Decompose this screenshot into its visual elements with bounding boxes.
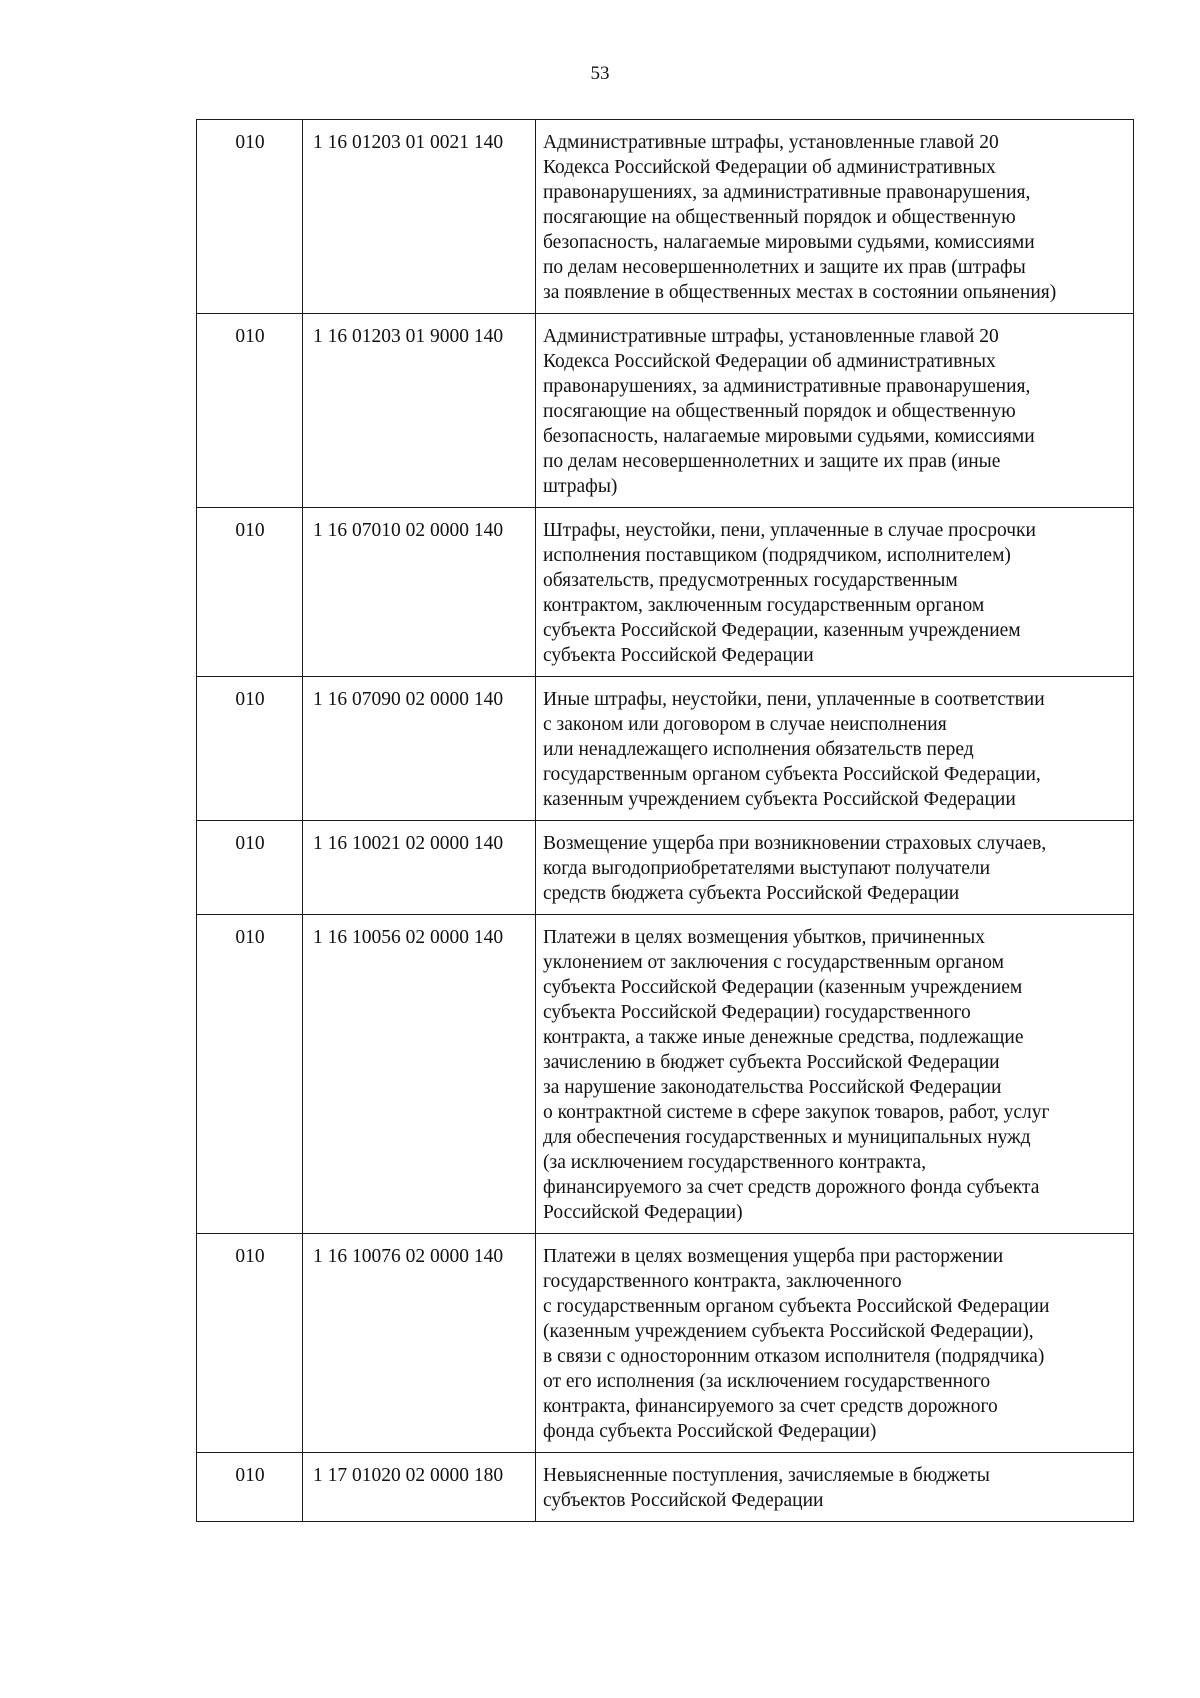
description-line: казенным учреждением субъекта Российской Федерации: [543, 789, 1016, 810]
table-row: [197, 508, 1134, 677]
description-line: Возмещение ущерба при возникновении страховых случаев,: [543, 833, 1047, 854]
admin-code-cell: 010: [197, 120, 303, 314]
description-line: когда выгодоприобретателями выступают получатели: [543, 858, 991, 879]
revenue-description-cell: [536, 915, 1134, 1234]
budget-code-cell: 1 16 01203 01 9000 140: [303, 314, 536, 508]
description-line: государственного контракта, заключенного: [543, 1271, 902, 1292]
admin-code-cell: 010: [197, 821, 303, 915]
description-line: в связи с односторонним отказом исполнителя (подрядчика): [543, 1346, 1045, 1367]
table-body: [197, 120, 1134, 1522]
description-line: финансируемого за счет средств дорожного фонда субъекта: [543, 1177, 1040, 1198]
description-line: правонарушениях, за административные правонарушения,: [543, 182, 1031, 203]
admin-code-cell: 010: [197, 677, 303, 821]
description-line: субъекта Российской Федерации: [543, 645, 814, 666]
table-row: [197, 1234, 1134, 1453]
description-line: о контрактной системе в сфере закупок товаров, работ, услуг: [543, 1102, 1050, 1123]
revenue-description-cell: [536, 1453, 1134, 1522]
budget-code-cell: 1 16 10076 02 0000 140: [303, 1234, 536, 1453]
description-line: Административные штрафы, установленные главой 20: [543, 326, 999, 347]
description-line: уклонением от заключения с государственным органом: [543, 952, 1004, 973]
description-line: Административные штрафы, установленные главой 20: [543, 132, 999, 153]
revenue-description-cell: [536, 508, 1134, 677]
description-line: исполнения поставщиком (подрядчиком, исполнителем): [543, 545, 1011, 566]
table-row: [197, 677, 1134, 821]
description-line: с государственным органом субъекта Российской Федерации: [543, 1296, 1050, 1317]
description-line: с законом или договором в случае неисполнения: [543, 714, 947, 735]
table-row: [197, 120, 1134, 314]
table-row: [197, 1453, 1134, 1522]
description-line: Штрафы, неустойки, пени, уплаченные в случае просрочки: [543, 520, 1036, 541]
description-line: безопасность, налагаемые мировыми судьями, комиссиями: [543, 232, 1035, 253]
description-line: фонда субъекта Российской Федерации): [543, 1421, 877, 1442]
description-line: по делам несовершеннолетних и защите их прав (иные: [543, 451, 1001, 472]
description-line: контрактом, заключенным государственным органом: [543, 595, 985, 616]
budget-code-cell: 1 17 01020 02 0000 180: [303, 1453, 536, 1522]
description-line: контракта, а также иные денежные средства, подлежащие: [543, 1027, 1024, 1048]
admin-code-cell: 010: [197, 508, 303, 677]
description-line: субъекта Российской Федерации (казенным учреждением: [543, 977, 1023, 998]
description-line: субъектов Российской Федерации: [543, 1490, 824, 1511]
description-line: Платежи в целях возмещения ущерба при расторжении: [543, 1246, 1004, 1267]
description-line: или ненадлежащего исполнения обязательств перед: [543, 739, 974, 760]
admin-code-cell: 010: [197, 1453, 303, 1522]
description-line: (за исключением государственного контракта,: [543, 1152, 927, 1173]
description-line: безопасность, налагаемые мировыми судьями, комиссиями: [543, 426, 1035, 447]
budget-code-cell: 1 16 10021 02 0000 140: [303, 821, 536, 915]
revenue-description-cell: [536, 677, 1134, 821]
budget-code-table-container: [196, 119, 1133, 1522]
revenue-description-cell: [536, 1234, 1134, 1453]
description-line: от его исполнения (за исключением государственного: [543, 1371, 991, 1392]
description-line: штрафы): [543, 476, 618, 497]
revenue-description-cell: [536, 120, 1134, 314]
description-line: Кодекса Российской Федерации об административных: [543, 351, 996, 372]
description-line: Российской Федерации): [543, 1202, 743, 1223]
description-line: Кодекса Российской Федерации об административных: [543, 157, 996, 178]
budget-code-cell: 1 16 01203 01 0021 140: [303, 120, 536, 314]
table-row: [197, 821, 1134, 915]
revenue-description-cell: [536, 821, 1134, 915]
description-line: за нарушение законодательства Российской Федерации: [543, 1077, 1002, 1098]
description-line: субъекта Российской Федерации) государственного: [543, 1002, 971, 1023]
description-line: (казенным учреждением субъекта Российской Федерации),: [543, 1321, 1034, 1342]
description-line: для обеспечения государственных и муниципальных нужд: [543, 1127, 1031, 1148]
description-line: Платежи в целях возмещения убытков, причиненных: [543, 927, 985, 948]
description-line: посягающие на общественный порядок и общественную: [543, 207, 1016, 228]
description-line: государственным органом субъекта Российской Федерации,: [543, 764, 1041, 785]
description-line: за появление в общественных местах в состоянии опьянения): [543, 282, 1057, 303]
budget-code-cell: 1 16 07010 02 0000 140: [303, 508, 536, 677]
page-number: 53: [590, 63, 610, 84]
admin-code-cell: 010: [197, 314, 303, 508]
description-line: правонарушениях, за административные правонарушения,: [543, 376, 1031, 397]
description-line: средств бюджета субъекта Российской Федерации: [543, 883, 960, 904]
description-line: контракта, финансируемого за счет средств дорожного: [543, 1396, 998, 1417]
budget-code-table: [196, 119, 1134, 1522]
revenue-description-cell: [536, 314, 1134, 508]
description-line: субъекта Российской Федерации, казенным учреждением: [543, 620, 1021, 641]
budget-code-cell: 1 16 10056 02 0000 140: [303, 915, 536, 1234]
table-row: [197, 314, 1134, 508]
description-line: обязательств, предусмотренных государственным: [543, 570, 958, 591]
admin-code-cell: 010: [197, 915, 303, 1234]
description-line: по делам несовершеннолетних и защите их прав (штрафы: [543, 257, 1026, 278]
description-line: посягающие на общественный порядок и общественную: [543, 401, 1016, 422]
table-row: [197, 915, 1134, 1234]
description-line: Иные штрафы, неустойки, пени, уплаченные в соответствии: [543, 689, 1045, 710]
description-line: зачислению в бюджет субъекта Российской Федерации: [543, 1052, 1000, 1073]
admin-code-cell: 010: [197, 1234, 303, 1453]
description-line: Невыясненные поступления, зачисляемые в бюджеты: [543, 1465, 990, 1486]
budget-code-cell: 1 16 07090 02 0000 140: [303, 677, 536, 821]
